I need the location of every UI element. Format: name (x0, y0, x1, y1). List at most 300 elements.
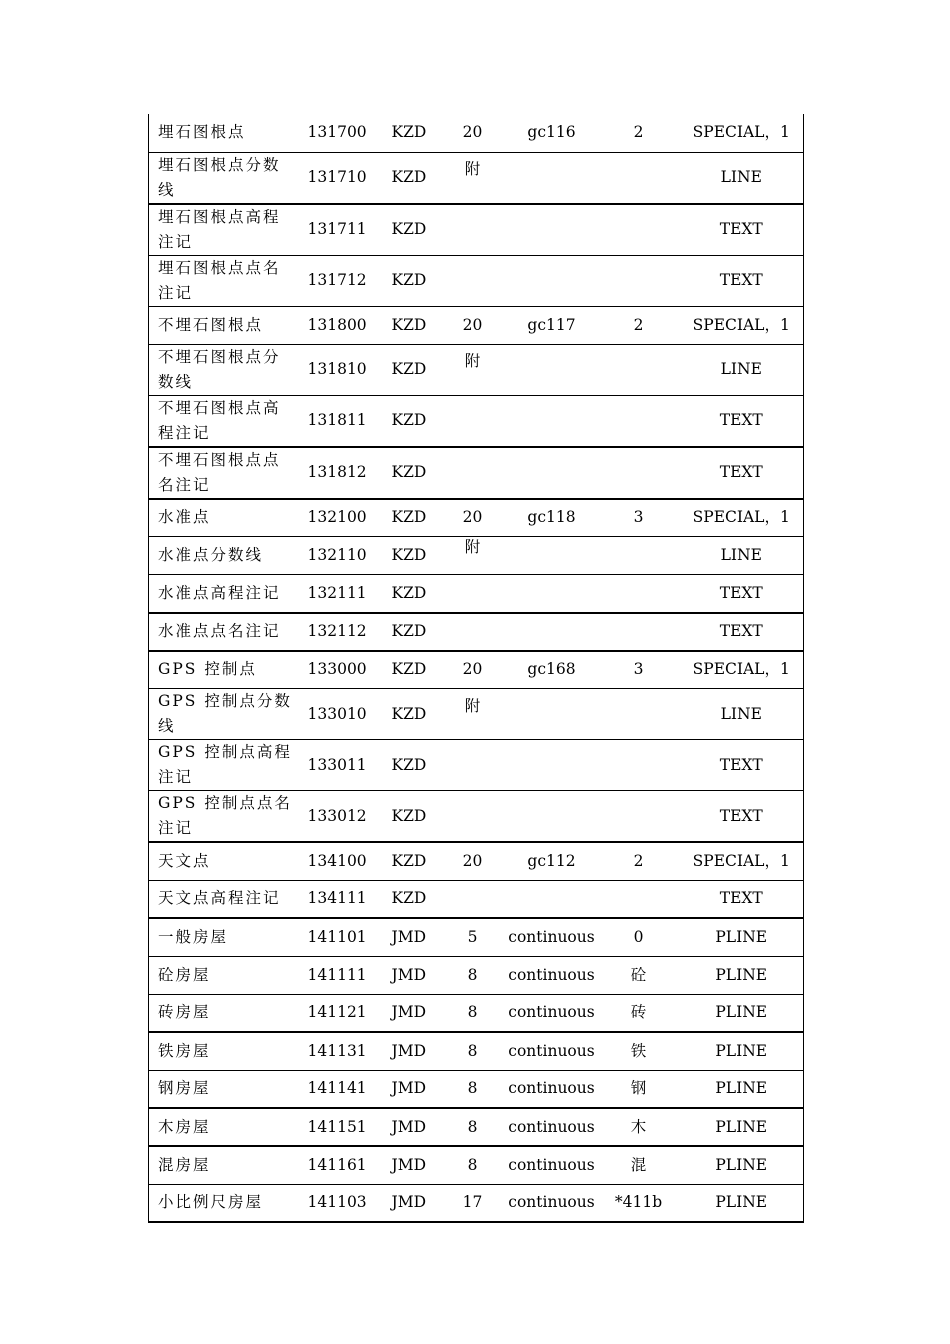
symbol-text: 3 (633, 660, 644, 679)
table-row (149, 994, 804, 1032)
layer-text: JMD (391, 1193, 427, 1212)
entity-type-text: TEXT (719, 755, 763, 774)
layer-cell (384, 791, 440, 843)
linetype-cell (506, 344, 598, 395)
symbol-cell (598, 152, 680, 204)
symbol-cell (598, 537, 680, 575)
layer-cell (384, 1070, 440, 1108)
color-text: 8 (467, 1117, 478, 1136)
feature-name-text: 木房屋 (158, 1117, 211, 1136)
entity-type-cell (680, 1184, 804, 1222)
linetype-cell (506, 204, 598, 256)
color-text: 5 (467, 927, 478, 946)
table-row (149, 880, 804, 918)
feature-name-cell (149, 152, 294, 204)
feature-name-text: 埋石图根点高程注记 (158, 207, 281, 251)
linetype-text: gc118 (527, 508, 576, 527)
layer-cell (384, 1146, 440, 1184)
feature-name-text: 砼房屋 (158, 965, 211, 984)
table-row (149, 114, 804, 152)
entity-type-text: SPECIAL，1 (692, 508, 790, 527)
symbol-cell (598, 344, 680, 395)
linetype-cell (506, 1032, 598, 1070)
layer-cell (384, 613, 440, 651)
feature-code-text: 131810 (307, 360, 367, 378)
table-row (149, 537, 804, 575)
table-row (149, 204, 804, 256)
table-row (149, 447, 804, 499)
layer-text: KZD (391, 889, 427, 908)
entity-type-cell (680, 651, 804, 689)
layer-text: KZD (391, 583, 427, 602)
linetype-text: continuous (508, 1003, 595, 1022)
feature-code-cell (294, 651, 384, 689)
color-text: 20 (462, 851, 483, 870)
table-row (149, 918, 804, 956)
feature-name-text: 小比例尺房屋 (158, 1193, 264, 1212)
feature-code-cell (294, 791, 384, 843)
entity-type-text: PLINE (715, 1193, 768, 1212)
feature-code-text: 134111 (307, 889, 367, 908)
layer-cell (384, 880, 440, 918)
entity-type-text: PLINE (715, 1079, 768, 1098)
entity-type-cell (680, 499, 804, 537)
entity-type-text: PLINE (715, 1155, 768, 1174)
layer-cell (384, 956, 440, 994)
table-row (149, 1032, 804, 1070)
feature-code-cell (294, 613, 384, 651)
entity-type-text: TEXT (719, 220, 763, 238)
entity-type-cell (680, 152, 804, 204)
feature-code-cell (294, 689, 384, 740)
layer-text: JMD (391, 927, 427, 946)
color-cell (440, 395, 506, 447)
color-cell (440, 880, 506, 918)
entity-type-cell (680, 395, 804, 447)
linetype-text: gc168 (527, 660, 576, 679)
feature-name-cell (149, 499, 294, 537)
color-cell (440, 651, 506, 689)
feature-code-cell (294, 1146, 384, 1184)
feature-code-cell (294, 575, 384, 613)
feature-code-text: 141121 (307, 1003, 367, 1022)
layer-cell (384, 1032, 440, 1070)
symbol-cell (598, 651, 680, 689)
layer-cell (384, 575, 440, 613)
table-row (149, 689, 804, 740)
table-row (149, 1184, 804, 1222)
code-table-container (148, 114, 803, 1223)
entity-type-text: SPECIAL，1 (692, 123, 790, 142)
layer-text: KZD (391, 622, 427, 640)
feature-code-cell (294, 537, 384, 575)
feature-name-cell (149, 842, 294, 880)
layer-cell (384, 1108, 440, 1146)
table-row (149, 344, 804, 395)
symbol-cell (598, 499, 680, 537)
entity-type-cell (680, 740, 804, 791)
linetype-text: gc117 (527, 315, 576, 334)
linetype-cell (506, 114, 598, 152)
color-cell (440, 152, 506, 204)
feature-code-text: 133000 (307, 660, 367, 679)
table-row (149, 395, 804, 447)
feature-code-cell (294, 1070, 384, 1108)
color-cell (440, 344, 506, 395)
feature-code-cell (294, 204, 384, 256)
layer-cell (384, 994, 440, 1032)
entity-type-cell (680, 447, 804, 499)
symbol-cell (598, 1032, 680, 1070)
table-row (149, 255, 804, 306)
layer-text: KZD (391, 123, 427, 142)
color-cell (440, 114, 506, 152)
feature-name-text: 水准点点名注记 (158, 622, 281, 640)
color-cell (440, 499, 506, 537)
feature-code-text: 131811 (307, 411, 367, 429)
entity-type-cell (680, 842, 804, 880)
layer-text: KZD (391, 806, 427, 825)
color-text: 20 (462, 508, 483, 527)
entity-type-text: TEXT (719, 271, 763, 289)
feature-name-cell (149, 651, 294, 689)
feature-code-text: 141141 (307, 1079, 367, 1098)
feature-name-text: GPS 控制点 (158, 660, 257, 679)
entity-type-text: TEXT (719, 583, 763, 602)
feature-code-cell (294, 447, 384, 499)
symbol-cell (598, 1146, 680, 1184)
symbol-cell (598, 1108, 680, 1146)
feature-name-cell (149, 537, 294, 575)
color-text: 附 (464, 538, 481, 556)
linetype-cell (506, 306, 598, 344)
feature-name-text: 不埋石图根点点名注记 (158, 450, 281, 494)
feature-code-text: 132111 (307, 583, 367, 602)
color-text: 附 (464, 696, 481, 715)
layer-cell (384, 395, 440, 447)
feature-name-text: 砖房屋 (158, 1003, 211, 1022)
feature-code-text: 133012 (307, 806, 367, 825)
feature-name-cell (149, 447, 294, 499)
color-cell (440, 918, 506, 956)
entity-type-text: LINE (720, 168, 762, 186)
color-cell (440, 956, 506, 994)
layer-cell (384, 1184, 440, 1222)
feature-name-text: 混房屋 (158, 1155, 211, 1174)
symbol-cell (598, 204, 680, 256)
layer-cell (384, 740, 440, 791)
feature-code-text: 133010 (307, 704, 367, 723)
symbol-cell (598, 255, 680, 306)
layer-text: KZD (391, 220, 427, 238)
color-text: 20 (462, 123, 483, 142)
layer-cell (384, 204, 440, 256)
layer-text: KZD (391, 704, 427, 723)
color-cell (440, 791, 506, 843)
linetype-cell (506, 1108, 598, 1146)
entity-type-text: SPECIAL，1 (692, 315, 790, 334)
entity-type-text: LINE (720, 360, 762, 378)
entity-type-cell (680, 956, 804, 994)
color-cell (440, 447, 506, 499)
entity-type-cell (680, 537, 804, 575)
entity-type-cell (680, 791, 804, 843)
feature-code-cell (294, 395, 384, 447)
feature-code-text: 131800 (307, 315, 367, 334)
feature-name-text: 不埋石图根点高程注记 (158, 398, 281, 442)
feature-name-text: 埋石图根点点名注记 (158, 258, 281, 302)
symbol-text: 铁 (630, 1041, 647, 1060)
feature-name-text: 埋石图根点 (158, 123, 246, 142)
feature-name-cell (149, 306, 294, 344)
table-row (149, 651, 804, 689)
feature-name-cell (149, 994, 294, 1032)
symbol-cell (598, 575, 680, 613)
linetype-cell (506, 842, 598, 880)
color-text: 20 (462, 660, 483, 679)
linetype-cell (506, 956, 598, 994)
entity-type-text: TEXT (719, 889, 763, 908)
symbol-cell (598, 306, 680, 344)
feature-name-cell (149, 689, 294, 740)
table-row (149, 791, 804, 843)
layer-text: KZD (391, 508, 427, 527)
linetype-text: continuous (508, 1079, 595, 1098)
feature-name-text: 不埋石图根点分数线 (158, 347, 281, 391)
color-cell (440, 1146, 506, 1184)
feature-name-cell (149, 740, 294, 791)
layer-text: KZD (391, 660, 427, 679)
feature-code-text: 132100 (307, 508, 367, 527)
layer-text: JMD (391, 1041, 427, 1060)
symbol-cell (598, 842, 680, 880)
feature-name-text: 天文点 (158, 851, 211, 870)
symbol-cell (598, 114, 680, 152)
feature-code-text: 134100 (307, 851, 367, 870)
linetype-cell (506, 537, 598, 575)
entity-type-cell (680, 575, 804, 613)
feature-code-cell (294, 344, 384, 395)
linetype-cell (506, 499, 598, 537)
feature-code-cell (294, 152, 384, 204)
feature-name-text: GPS 控制点高程注记 (158, 743, 292, 786)
symbol-text: 2 (633, 123, 644, 142)
feature-code-cell (294, 956, 384, 994)
linetype-cell (506, 1146, 598, 1184)
symbol-text: 砖 (630, 1003, 647, 1022)
feature-name-cell (149, 344, 294, 395)
color-cell (440, 204, 506, 256)
layer-cell (384, 152, 440, 204)
feature-name-cell (149, 1108, 294, 1146)
color-text: 8 (467, 1079, 478, 1098)
feature-code-cell (294, 1032, 384, 1070)
feature-code-text: 141101 (307, 927, 367, 946)
linetype-cell (506, 255, 598, 306)
entity-type-cell (680, 1146, 804, 1184)
layer-text: JMD (391, 1155, 427, 1174)
feature-code-cell (294, 918, 384, 956)
feature-name-text: GPS 控制点分数线 (158, 692, 292, 735)
entity-type-text: TEXT (719, 463, 763, 481)
feature-name-cell (149, 918, 294, 956)
entity-type-text: PLINE (715, 927, 768, 946)
table-row (149, 306, 804, 344)
feature-code-cell (294, 842, 384, 880)
feature-code-cell (294, 114, 384, 152)
feature-code-text: 131711 (307, 220, 367, 238)
symbol-text: 2 (633, 851, 644, 870)
symbol-text: 混 (630, 1155, 647, 1174)
symbol-cell (598, 447, 680, 499)
table-row (149, 842, 804, 880)
feature-name-cell (149, 1032, 294, 1070)
layer-text: JMD (391, 1117, 427, 1136)
symbol-text: 钢 (630, 1079, 647, 1098)
feature-code-cell (294, 1184, 384, 1222)
entity-type-text: LINE (720, 546, 762, 564)
symbol-cell (598, 880, 680, 918)
layer-text: KZD (391, 271, 427, 289)
color-cell (440, 255, 506, 306)
feature-name-text: 水准点分数线 (158, 546, 264, 564)
layer-cell (384, 114, 440, 152)
layer-cell (384, 344, 440, 395)
layer-text: JMD (391, 1079, 427, 1098)
symbol-text: 砼 (630, 965, 647, 984)
entity-type-text: PLINE (715, 1003, 768, 1022)
table-row (149, 499, 804, 537)
color-text: 附 (464, 160, 481, 178)
entity-type-text: TEXT (719, 622, 763, 640)
layer-text: JMD (391, 965, 427, 984)
symbol-cell (598, 740, 680, 791)
feature-code-text: 141161 (307, 1155, 367, 1174)
color-cell (440, 537, 506, 575)
color-cell (440, 1032, 506, 1070)
layer-cell (384, 499, 440, 537)
entity-type-text: TEXT (719, 411, 763, 429)
color-text: 8 (467, 1041, 478, 1060)
entity-type-text: PLINE (715, 1041, 768, 1060)
color-cell (440, 306, 506, 344)
layer-text: KZD (391, 851, 427, 870)
feature-code-cell (294, 499, 384, 537)
feature-code-text: 132110 (307, 546, 367, 564)
feature-name-cell (149, 956, 294, 994)
feature-name-text: 钢房屋 (158, 1079, 211, 1098)
symbol-cell (598, 994, 680, 1032)
feature-code-text: 131700 (307, 123, 367, 142)
feature-code-text: 141103 (307, 1193, 367, 1212)
color-cell (440, 1070, 506, 1108)
symbol-text: *411b (614, 1193, 663, 1212)
linetype-cell (506, 880, 598, 918)
linetype-text: continuous (508, 1193, 595, 1212)
feature-code-text: 131812 (307, 463, 367, 481)
feature-name-text: 一般房屋 (158, 927, 229, 946)
symbol-text: 3 (633, 508, 644, 527)
table-row (149, 575, 804, 613)
entity-type-text: TEXT (719, 806, 763, 825)
color-text: 8 (467, 1003, 478, 1022)
symbol-cell (598, 918, 680, 956)
symbol-cell (598, 613, 680, 651)
entity-type-text: PLINE (715, 965, 768, 984)
feature-name-cell (149, 1184, 294, 1222)
linetype-text: continuous (508, 1155, 595, 1174)
color-cell (440, 994, 506, 1032)
symbol-cell (598, 1070, 680, 1108)
layer-cell (384, 651, 440, 689)
entity-type-cell (680, 204, 804, 256)
linetype-cell (506, 575, 598, 613)
feature-code-cell (294, 880, 384, 918)
feature-name-text: 水准点 (158, 508, 211, 527)
layer-text: KZD (391, 360, 427, 378)
linetype-cell (506, 651, 598, 689)
feature-name-text: 天文点高程注记 (158, 889, 281, 908)
feature-name-text: 不埋石图根点 (158, 315, 264, 334)
feature-name-cell (149, 880, 294, 918)
entity-type-cell (680, 880, 804, 918)
linetype-cell (506, 791, 598, 843)
color-cell (440, 613, 506, 651)
linetype-cell (506, 918, 598, 956)
layer-text: KZD (391, 546, 427, 564)
entity-type-cell (680, 1108, 804, 1146)
linetype-cell (506, 689, 598, 740)
feature-code-text: 131712 (307, 271, 367, 289)
linetype-cell (506, 994, 598, 1032)
layer-cell (384, 842, 440, 880)
entity-type-text: SPECIAL，1 (692, 851, 790, 870)
feature-name-cell (149, 613, 294, 651)
linetype-cell (506, 1184, 598, 1222)
symbol-cell (598, 1184, 680, 1222)
entity-type-text: PLINE (715, 1117, 768, 1136)
layer-cell (384, 537, 440, 575)
feature-code-cell (294, 306, 384, 344)
linetype-cell (506, 613, 598, 651)
feature-code-text: 132112 (307, 622, 367, 640)
entity-type-cell (680, 344, 804, 395)
linetype-text: continuous (508, 1041, 595, 1060)
feature-name-text: GPS 控制点点名注记 (158, 794, 292, 837)
feature-code-cell (294, 1108, 384, 1146)
feature-name-cell (149, 395, 294, 447)
layer-cell (384, 447, 440, 499)
entity-type-cell (680, 689, 804, 740)
linetype-cell (506, 447, 598, 499)
entity-type-text: LINE (720, 704, 762, 723)
feature-name-text: 铁房屋 (158, 1041, 211, 1060)
entity-type-text: SPECIAL，1 (692, 660, 790, 679)
table-row (149, 1146, 804, 1184)
layer-text: KZD (391, 411, 427, 429)
table-row (149, 956, 804, 994)
table-row (149, 1108, 804, 1146)
layer-text: KZD (391, 315, 427, 334)
layer-cell (384, 306, 440, 344)
entity-type-cell (680, 1032, 804, 1070)
feature-code-text: 133011 (307, 755, 367, 774)
layer-cell (384, 689, 440, 740)
table-row (149, 152, 804, 204)
layer-text: JMD (391, 1003, 427, 1022)
table-row (149, 1070, 804, 1108)
entity-type-cell (680, 918, 804, 956)
